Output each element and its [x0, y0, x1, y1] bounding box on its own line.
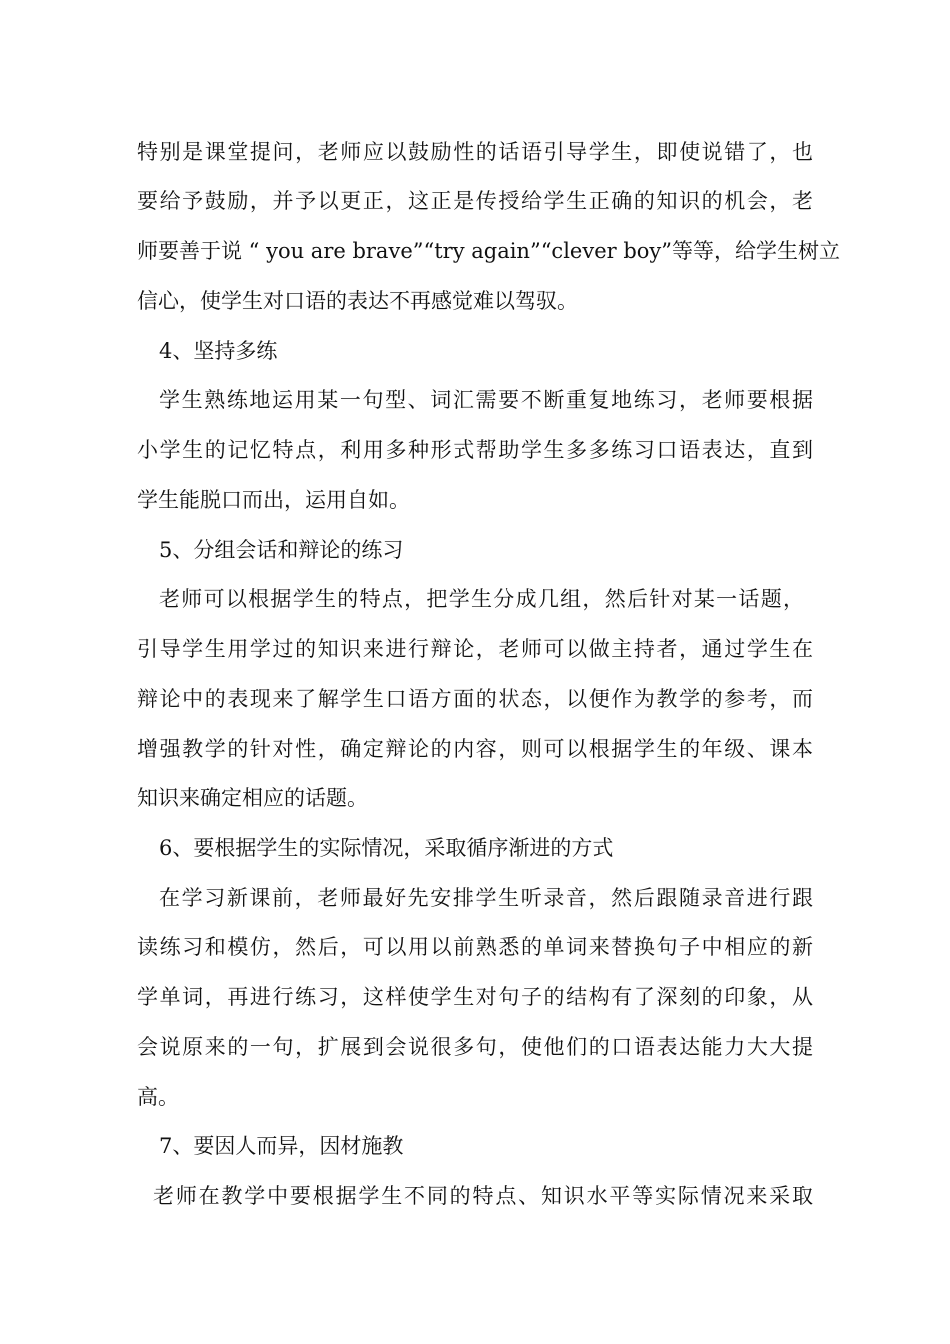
- paragraph-line: 要给予鼓励，并予以更正，这正是传授给学生正确的知识的机会，老: [137, 189, 813, 213]
- paragraph-line: 增强教学的针对性，确定辩论的内容，则可以根据学生的年级、课本: [137, 737, 813, 761]
- paragraph-line: 小学生的记忆特点，利用多种形式帮助学生多多练习口语表达，直到: [137, 438, 813, 462]
- paragraph-line: 高。: [137, 1085, 179, 1109]
- paragraph-line: 老师可以根据学生的特点，把学生分成几组，然后针对某一话题，: [159, 587, 804, 611]
- paragraph-line: 学生熟练地运用某一句型、词汇需要不断重复地练习，老师要根据: [159, 388, 813, 412]
- paragraph-line: 辩论中的表现来了解学生口语方面的状态，以便作为教学的参考，而: [137, 687, 813, 711]
- paragraph-line: 师要善于说 “ you are brave”“try again”“clever boy”等等，给学生树立: [137, 239, 841, 263]
- paragraph-line: 会说原来的一句，扩展到会说很多句，使他们的口语表达能力大大提: [137, 1035, 813, 1059]
- paragraph-line: 信心，使学生对口语的表达不再感觉难以驾驭。: [137, 289, 578, 313]
- paragraph-line: 在学习新课前，老师最好先安排学生听录音，然后跟随录音进行跟: [159, 886, 813, 910]
- section-heading: 7、要因人而异，因材施教: [159, 1134, 404, 1158]
- paragraph-line: 知识来确定相应的话题。: [137, 786, 368, 810]
- paragraph-line: 学生能脱口而出，运用自如。: [137, 488, 410, 512]
- section-heading: 6、要根据学生的实际情况，采取循序渐进的方式: [159, 836, 614, 860]
- paragraph-line: 学单词，再进行练习，这样使学生对句子的结构有了深刻的印象，从: [137, 985, 813, 1009]
- paragraph-line: 老师在教学中要根据学生不同的特点、知识水平等实际情况来采取: [153, 1184, 813, 1208]
- paragraph-line: 特别是课堂提问，老师应以鼓励性的话语引导学生，即使说错了，也: [137, 140, 813, 164]
- section-heading: 5、分组会话和辩论的练习: [159, 538, 404, 562]
- paragraph-line: 引导学生用学过的知识来进行辩论，老师可以做主持者，通过学生在: [137, 637, 813, 661]
- paragraph-line: 读练习和模仿，然后，可以用以前熟悉的单词来替换句子中相应的新: [137, 935, 813, 959]
- section-heading: 4、坚持多练: [159, 339, 278, 363]
